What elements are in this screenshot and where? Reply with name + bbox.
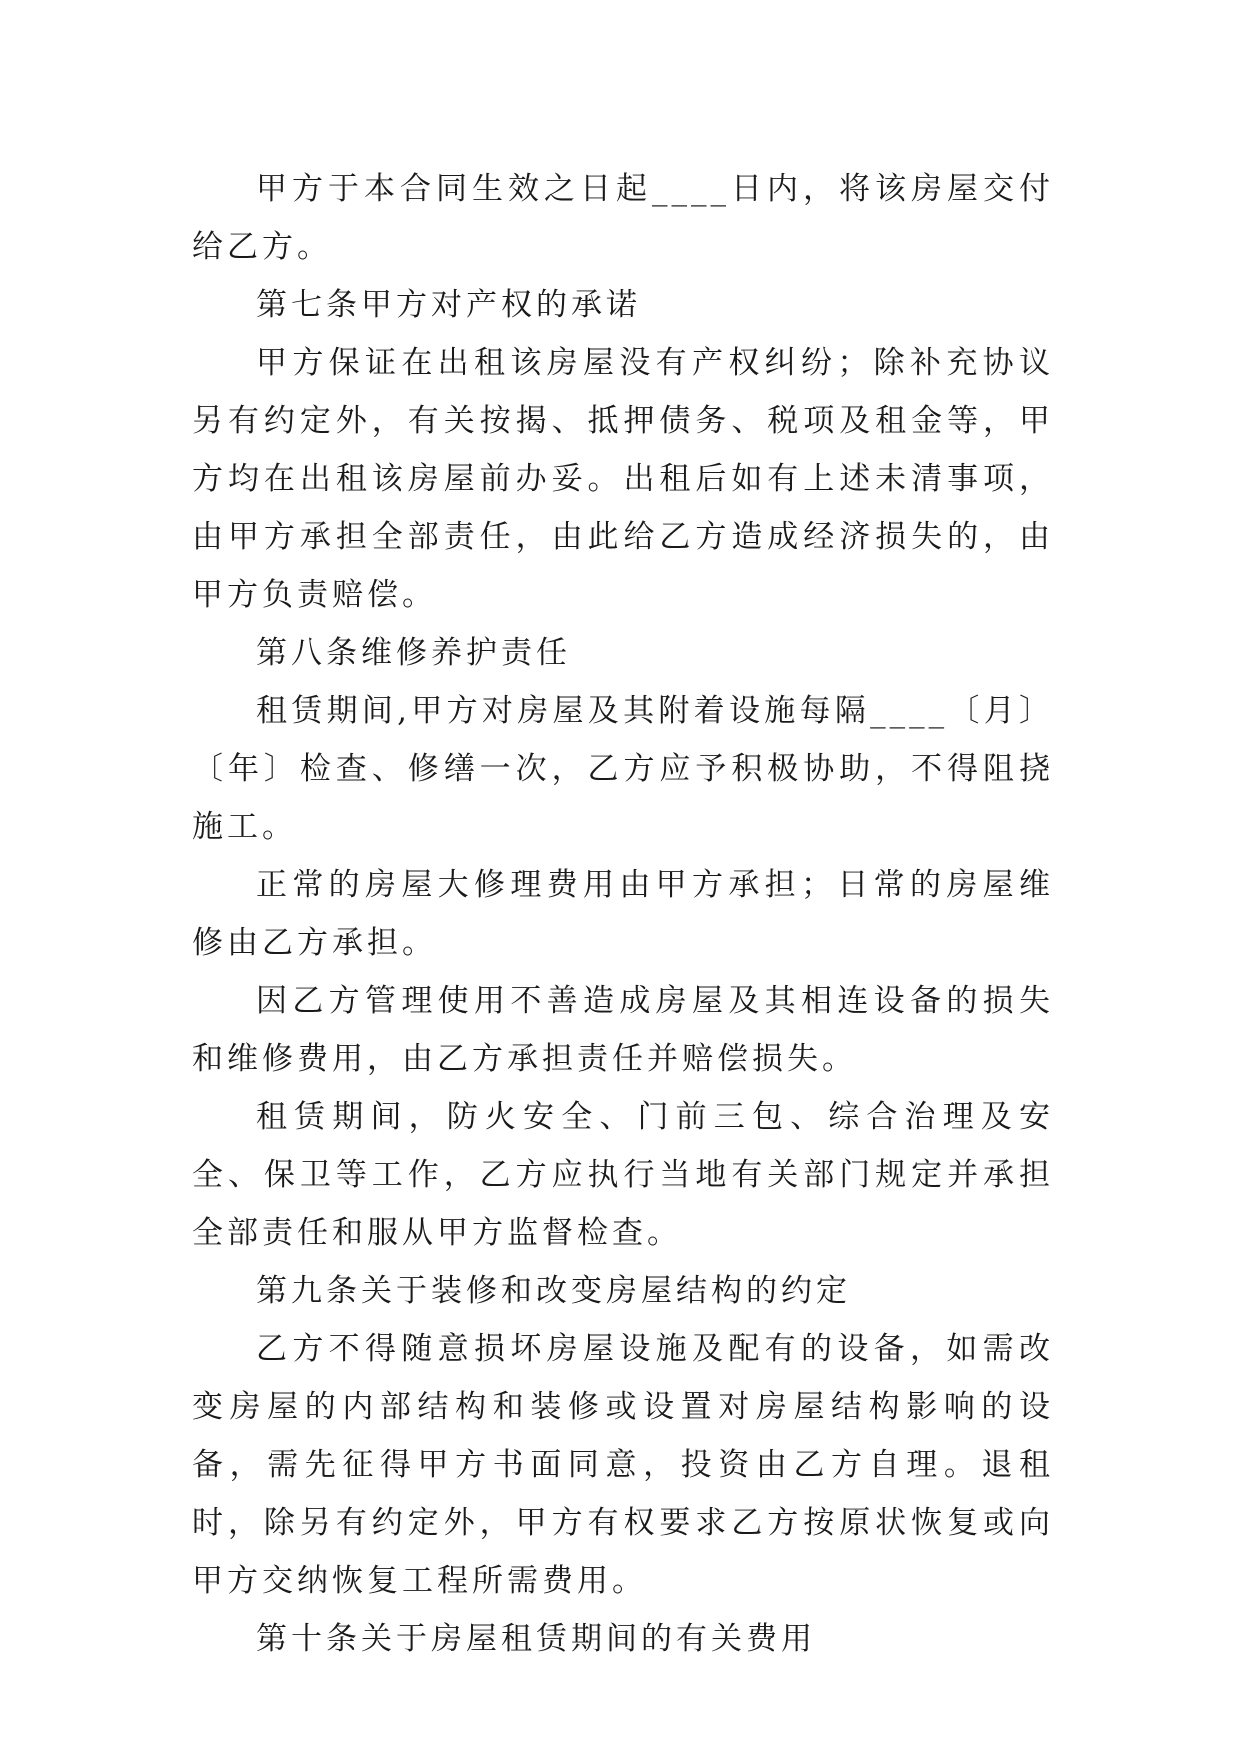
- section-heading-10: 第十条关于房屋租赁期间的有关费用: [256, 1621, 816, 1657]
- paragraph-repair-costs: 正常的房屋大修理费用由甲方承担；日常的房屋维修由乙方承担。: [192, 867, 1054, 961]
- paragraph-property-rights: 甲方保证在出租该房屋没有产权纠纷；除补充协议另有约定外，有关按揭、抵押债务、税项及租金等，甲方均在出租该房屋前办妥。出租后如有上述未清事项，由甲方承担全部责任，由此给乙方造成经济损失的，由甲方负责赔偿。: [192, 345, 1054, 613]
- document-body: [192, 160, 1054, 1668]
- paragraph-safety-duties: 租赁期间，防火安全、门前三包、综合治理及安全、保卫等工作，乙方应执行当地有关部门规定并承担全部责任和服从甲方监督检查。: [192, 1099, 1054, 1251]
- section-heading-7: 第七条甲方对产权的承诺: [256, 287, 641, 323]
- paragraph-damage-liability: 因乙方管理使用不善造成房屋及其相连设备的损失和维修费用，由乙方承担责任并赔偿损失。: [192, 983, 1054, 1077]
- paragraph-renovation: 乙方不得随意损坏房屋设施及配有的设备，如需改变房屋的内部结构和装修或设置对房屋结构影响的设备，需先征得甲方书面同意，投资由乙方自理。退租时，除另有约定外，甲方有权要求乙方按原状恢复或向甲方交纳恢复工程所需费用。: [192, 1331, 1054, 1599]
- paragraph-inspection: 租赁期间,甲方对房屋及其附着设施每隔____〔月〕〔年〕检查、修缮一次，乙方应予积极协助，不得阻挠施工。: [192, 693, 1054, 845]
- section-heading-8: 第八条维修养护责任: [256, 635, 571, 671]
- section-heading-9: 第九条关于装修和改变房屋结构的约定: [256, 1273, 851, 1309]
- paragraph-delivery: 甲方于本合同生效之日起____日内，将该房屋交付给乙方。: [192, 171, 1054, 265]
